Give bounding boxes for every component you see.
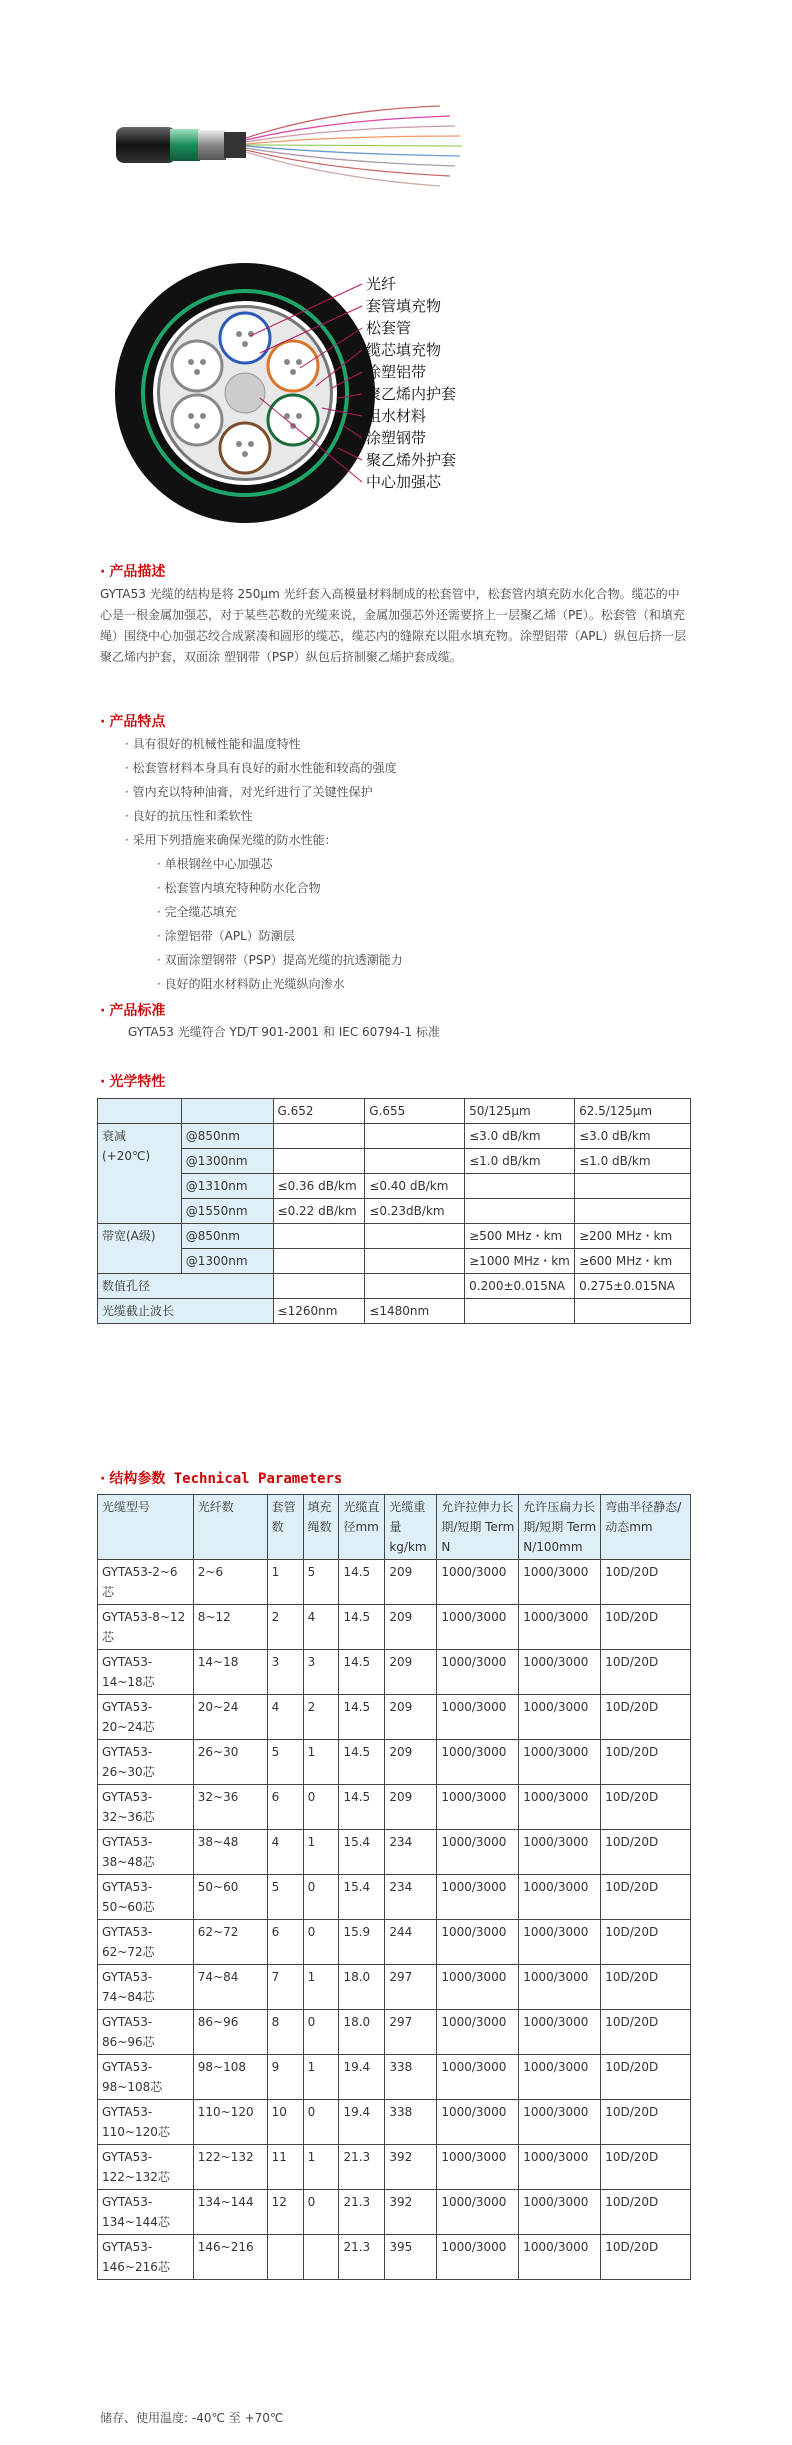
table-cell: 297	[385, 2010, 437, 2055]
table-cell: 1	[303, 2145, 339, 2190]
table-cell: 209	[385, 1695, 437, 1740]
table-cell: 14.5	[339, 1605, 385, 1650]
table-cell: 1	[303, 2055, 339, 2100]
legend-apl-tape: 涂塑铝带	[366, 363, 427, 381]
table-cell: 8~12	[193, 1605, 267, 1650]
table-cell: 1000/3000	[437, 1650, 519, 1695]
storage-temperature-note: 储存、使用温度: -40℃ 至 +70℃	[100, 2411, 284, 2425]
table-cell: 18.0	[339, 2010, 385, 2055]
table-cell: 10D/20D	[601, 1875, 691, 1920]
section-title-features: · 产品特点	[100, 714, 166, 730]
table-cell: 98~108	[193, 2055, 267, 2100]
table-cell: 2	[303, 1695, 339, 1740]
list-item: · 良好的阻水材料防止光缆纵向渗水	[157, 972, 403, 996]
table-header-cell: G.655	[365, 1099, 465, 1124]
table-cell: 1000/3000	[437, 2190, 519, 2235]
structure-table-body	[98, 1495, 691, 2280]
table-cell: 21.3	[339, 2190, 385, 2235]
table-cell: 209	[385, 1560, 437, 1605]
table-cell: 50~60	[193, 1875, 267, 1920]
legend-psp-tape: 涂塑钢带	[366, 429, 427, 447]
table-cell: 1000/3000	[519, 1920, 601, 1965]
table-cell: 1000/3000	[437, 1740, 519, 1785]
table-cell: GYTA53-110~120芯	[98, 2100, 194, 2145]
table-cell: GYTA53-32~36芯	[98, 1785, 194, 1830]
table-cell: 10D/20D	[601, 2100, 691, 2145]
table-cell: GYTA53-74~84芯	[98, 1965, 194, 2010]
table-cell: 14.5	[339, 1740, 385, 1785]
table-cell: 14.5	[339, 1785, 385, 1830]
section-title-structure: · 结构参数 Technical Parameters	[100, 1471, 343, 1487]
table-row: @1550nm ≤0.22 dB/km ≤0.23dB/km	[98, 1199, 691, 1224]
table-cell: 1000/3000	[519, 1740, 601, 1785]
table-cell: 5	[267, 1740, 303, 1785]
table-row	[98, 1875, 691, 1920]
table-cell: 2~6	[193, 1560, 267, 1605]
list-item: · 松套管内填充特种防水化合物	[157, 876, 403, 900]
feature-list	[125, 732, 397, 852]
table-cell: 4	[267, 1695, 303, 1740]
table-cell: GYTA53-38~48芯	[98, 1830, 194, 1875]
table-cell: 1000/3000	[519, 1695, 601, 1740]
legend-outer-sheath: 聚乙烯外护套	[366, 451, 457, 469]
list-item: · 采用下列措施来确保光缆的防水性能：	[125, 828, 397, 852]
table-header-cell: 光缆重量kg/km	[385, 1495, 437, 1560]
table-cell: 14.5	[339, 1560, 385, 1605]
table-cell: 26~30	[193, 1740, 267, 1785]
list-item: · 完全缆芯填充	[157, 900, 403, 924]
table-header-cell: 50/125μm	[465, 1099, 575, 1124]
table-cell: 7	[267, 1965, 303, 2010]
table-cell: 14.5	[339, 1650, 385, 1695]
table-cell: 1000/3000	[437, 1830, 519, 1875]
table-cell: GYTA53-26~30芯	[98, 1740, 194, 1785]
structure-parameters-table	[97, 1494, 691, 2280]
table-cell: 338	[385, 2055, 437, 2100]
table-cell: 15.4	[339, 1830, 385, 1875]
table-cell: GYTA53-50~60芯	[98, 1875, 194, 1920]
table-header-cell: 套管数	[267, 1495, 303, 1560]
table-row	[98, 2235, 691, 2280]
table-cell: 2	[267, 1605, 303, 1650]
table-cell: 38~48	[193, 1830, 267, 1875]
table-row	[98, 1650, 691, 1695]
list-item: · 涂塑铝带（APL）防潮层	[157, 924, 403, 948]
table-cell: 10D/20D	[601, 1830, 691, 1875]
section-title-description: · 产品描述	[100, 564, 166, 580]
table-header-cell: 允许压扁力长期/短期 Term N/100mm	[519, 1495, 601, 1560]
list-item: · 具有很好的机械性能和温度特性	[125, 732, 397, 756]
table-cell: 1000/3000	[437, 1875, 519, 1920]
table-cell: 10D/20D	[601, 1605, 691, 1650]
table-cell: 10	[267, 2100, 303, 2145]
table-cell: GYTA53-62~72芯	[98, 1920, 194, 1965]
table-row	[98, 1740, 691, 1785]
table-cell: 21.3	[339, 2145, 385, 2190]
table-cell: 1000/3000	[519, 2055, 601, 2100]
legend-inner-sheath: 聚乙烯内护套	[366, 385, 457, 403]
table-cell: 12	[267, 2190, 303, 2235]
table-cell: 0	[303, 2100, 339, 2145]
section-title-optical: · 光学特性	[100, 1074, 166, 1090]
table-cell: 10D/20D	[601, 2235, 691, 2280]
table-cell: 14~18	[193, 1650, 267, 1695]
table-cell: 1000/3000	[437, 1965, 519, 2010]
table-cell: 244	[385, 1920, 437, 1965]
table-cell: 10D/20D	[601, 1740, 691, 1785]
table-cell: 1	[267, 1560, 303, 1605]
table-cell: 1000/3000	[519, 2100, 601, 2145]
table-cell: 392	[385, 2190, 437, 2235]
table-row	[98, 1695, 691, 1740]
table-cell: 1	[303, 1830, 339, 1875]
list-item: · 管内充以特种油膏，对光纤进行了关键性保护	[125, 780, 397, 804]
table-cell: 1000/3000	[519, 1965, 601, 2010]
table-cell: GYTA53-134~144芯	[98, 2190, 194, 2235]
table-cell: 10D/20D	[601, 1560, 691, 1605]
table-cell: 21.3	[339, 2235, 385, 2280]
table-cell: 134~144	[193, 2190, 267, 2235]
table-header-cell: 光缆型号	[98, 1495, 194, 1560]
waterproof-measures-list	[157, 852, 403, 996]
table-cell: 10D/20D	[601, 2055, 691, 2100]
standard-text: GYTA53 光缆符合 YD/T 901-2001 和 IEC 60794-1 标准	[128, 1025, 440, 1039]
table-row	[98, 2100, 691, 2145]
table-cell: 6	[267, 1785, 303, 1830]
table-cell: 1000/3000	[437, 1920, 519, 1965]
table-row	[98, 1560, 691, 1605]
table-cell: 1000/3000	[519, 2010, 601, 2055]
table-cell: 338	[385, 2100, 437, 2145]
table-cell: 1000/3000	[437, 2145, 519, 2190]
table-cell: 19.4	[339, 2100, 385, 2145]
table-cell: GYTA53-86~96芯	[98, 2010, 194, 2055]
table-cell: 5	[303, 1560, 339, 1605]
table-cell: 5	[267, 1875, 303, 1920]
table-header-cell: 允许拉伸力长期/短期 Term N	[437, 1495, 519, 1560]
table-cell: GYTA53-122~132芯	[98, 2145, 194, 2190]
table-cell: 1000/3000	[519, 2235, 601, 2280]
table-cell: 10D/20D	[601, 1965, 691, 2010]
table-cell: 1000/3000	[519, 1560, 601, 1605]
table-row	[98, 1605, 691, 1650]
table-cell: 62~72	[193, 1920, 267, 1965]
table-row: @1300nm ≥1000 MHz・km ≥600 MHz・km	[98, 1249, 691, 1274]
table-cell: 234	[385, 1830, 437, 1875]
table-row	[98, 2055, 691, 2100]
table-cell: GYTA53-98~108芯	[98, 2055, 194, 2100]
table-row: 带宽(A级) @850nm ≥500 MHz・km ≥200 MHz・km	[98, 1224, 691, 1249]
table-cell: 146~216	[193, 2235, 267, 2280]
section-title-standard: · 产品标准	[100, 1003, 166, 1019]
table-cell: 1000/3000	[437, 2100, 519, 2145]
table-cell: 1000/3000	[437, 1605, 519, 1650]
table-cell: 32~36	[193, 1785, 267, 1830]
table-row: @1300nm ≤1.0 dB/km ≤1.0 dB/km	[98, 1149, 691, 1174]
table-cell: 0	[303, 1875, 339, 1920]
table-row	[98, 1785, 691, 1830]
table-cell: 18.0	[339, 1965, 385, 2010]
table-header-cell: G.652	[273, 1099, 365, 1124]
list-item: · 双面涂塑钢带（PSP）提高光缆的抗透潮能力	[157, 948, 403, 972]
table-cell: 10D/20D	[601, 1785, 691, 1830]
table-cell	[267, 2235, 303, 2280]
table-row: @1310nm ≤0.36 dB/km ≤0.40 dB/km	[98, 1174, 691, 1199]
table-cell: 6	[267, 1920, 303, 1965]
table-cell: GYTA53-8~12芯	[98, 1605, 194, 1650]
table-cell: 1000/3000	[519, 1605, 601, 1650]
table-row: 衰减 (+20℃) @850nm ≤3.0 dB/km ≤3.0 dB/km	[98, 1124, 691, 1149]
legend-strength-member: 中心加强芯	[366, 473, 442, 491]
optical-characteristics-table	[97, 1098, 691, 1324]
table-row	[98, 1099, 691, 1124]
table-cell: 8	[267, 2010, 303, 2055]
table-header-cell: 光纤数	[193, 1495, 267, 1560]
legend-fiber: 光纤	[366, 275, 397, 293]
table-cell: 10D/20D	[601, 1695, 691, 1740]
table-cell: 395	[385, 2235, 437, 2280]
table-cell: 209	[385, 1605, 437, 1650]
legend-tube-filler: 套管填充物	[366, 297, 442, 315]
table-header-cell: 填充绳数	[303, 1495, 339, 1560]
table-cell: 234	[385, 1875, 437, 1920]
table-row	[98, 1495, 691, 1560]
table-row	[98, 1965, 691, 2010]
table-cell: GYTA53-146~216芯	[98, 2235, 194, 2280]
table-cell: 11	[267, 2145, 303, 2190]
cable-cross-section-diagram	[110, 258, 500, 528]
table-cell: 3	[267, 1650, 303, 1695]
table-cell: 10D/20D	[601, 1920, 691, 1965]
table-cell: 3	[303, 1650, 339, 1695]
table-cell: 4	[303, 1605, 339, 1650]
table-cell: 1000/3000	[519, 2145, 601, 2190]
list-item: · 松套管材料本身具有良好的耐水性能和较高的强度	[125, 756, 397, 780]
table-cell: 1000/3000	[437, 1560, 519, 1605]
table-cell: 15.9	[339, 1920, 385, 1965]
table-cell: 1000/3000	[437, 1785, 519, 1830]
table-cell: 1	[303, 1740, 339, 1785]
table-cell: 0	[303, 1920, 339, 1965]
table-row	[98, 2010, 691, 2055]
table-cell: 10D/20D	[601, 2145, 691, 2190]
table-cell: 110~120	[193, 2100, 267, 2145]
list-item: · 单根钢丝中心加强芯	[157, 852, 403, 876]
table-cell: 1	[303, 1965, 339, 2010]
table-cell: 1000/3000	[437, 2055, 519, 2100]
table-cell: 0	[303, 2190, 339, 2235]
table-cell	[303, 2235, 339, 2280]
table-cell: 1000/3000	[437, 2235, 519, 2280]
table-cell: 209	[385, 1650, 437, 1695]
legend-water-blocking: 阻水材料	[366, 407, 427, 425]
table-row	[98, 2190, 691, 2235]
table-cell: 209	[385, 1785, 437, 1830]
table-cell: 10D/20D	[601, 2010, 691, 2055]
table-cell: 9	[267, 2055, 303, 2100]
table-cell: 14.5	[339, 1695, 385, 1740]
list-item: · 良好的抗压性和柔软性	[125, 804, 397, 828]
table-row	[98, 2145, 691, 2190]
table-cell: 1000/3000	[519, 1830, 601, 1875]
table-cell: 122~132	[193, 2145, 267, 2190]
bandwidth-label: 带宽(A级)	[98, 1224, 182, 1274]
table-header-cell: 62.5/125μm	[575, 1099, 691, 1124]
table-row: 数值孔径 0.200±0.015NA 0.275±0.015NA	[98, 1274, 691, 1299]
description-text: GYTA53 光缆的结构是将 250μm 光纤套入高模量材料制成的松套管中，松套管内填充防水化合物。缆芯的中心是一根金属加强芯，对于某些芯数的光缆来说，金属加强芯外还需要挤上一层聚乙烯（PE）。松套管（和填充绳）围绕中心加强芯绞合成紧凑和圆形的缆芯，缆芯内的缝隙充以阻水填充物。涂塑铝带（APL）纵包后挤一层聚乙烯内护套，双面涂 塑钢带（PSP）纵包后挤制聚乙烯护套成缆。	[100, 587, 687, 664]
table-header-cell: 弯曲半径静态/动态mm	[601, 1495, 691, 1560]
table-cell: 1000/3000	[519, 1650, 601, 1695]
table-cell: 1000/3000	[519, 1875, 601, 1920]
table-cell: 1000/3000	[437, 2010, 519, 2055]
table-row	[98, 1920, 691, 1965]
legend-loose-tube: 松套管	[366, 319, 412, 337]
table-cell: 392	[385, 2145, 437, 2190]
table-cell: 4	[267, 1830, 303, 1875]
table-cell: GYTA53-20~24芯	[98, 1695, 194, 1740]
table-row: 光缆截止波长 ≤1260nm ≤1480nm	[98, 1299, 691, 1324]
attenuation-label: 衰减 (+20℃)	[98, 1124, 182, 1224]
table-cell: 19.4	[339, 2055, 385, 2100]
table-cell: 209	[385, 1740, 437, 1785]
table-cell: 74~84	[193, 1965, 267, 2010]
table-row	[98, 1830, 691, 1875]
table-cell: 20~24	[193, 1695, 267, 1740]
table-cell: GYTA53-14~18芯	[98, 1650, 194, 1695]
table-cell: 86~96	[193, 2010, 267, 2055]
table-cell: 0	[303, 1785, 339, 1830]
table-cell: 15.4	[339, 1875, 385, 1920]
table-cell: 1000/3000	[519, 2190, 601, 2235]
table-cell: 0	[303, 2010, 339, 2055]
table-header-cell: 光缆直径mm	[339, 1495, 385, 1560]
table-cell: 10D/20D	[601, 1650, 691, 1695]
table-cell: GYTA53-2~6芯	[98, 1560, 194, 1605]
cable-side-view-image	[110, 100, 470, 190]
table-cell: 1000/3000	[437, 1695, 519, 1740]
legend-core-filler: 缆芯填充物	[366, 341, 442, 359]
table-cell: 10D/20D	[601, 2190, 691, 2235]
table-cell: 297	[385, 1965, 437, 2010]
table-cell: 1000/3000	[519, 1785, 601, 1830]
